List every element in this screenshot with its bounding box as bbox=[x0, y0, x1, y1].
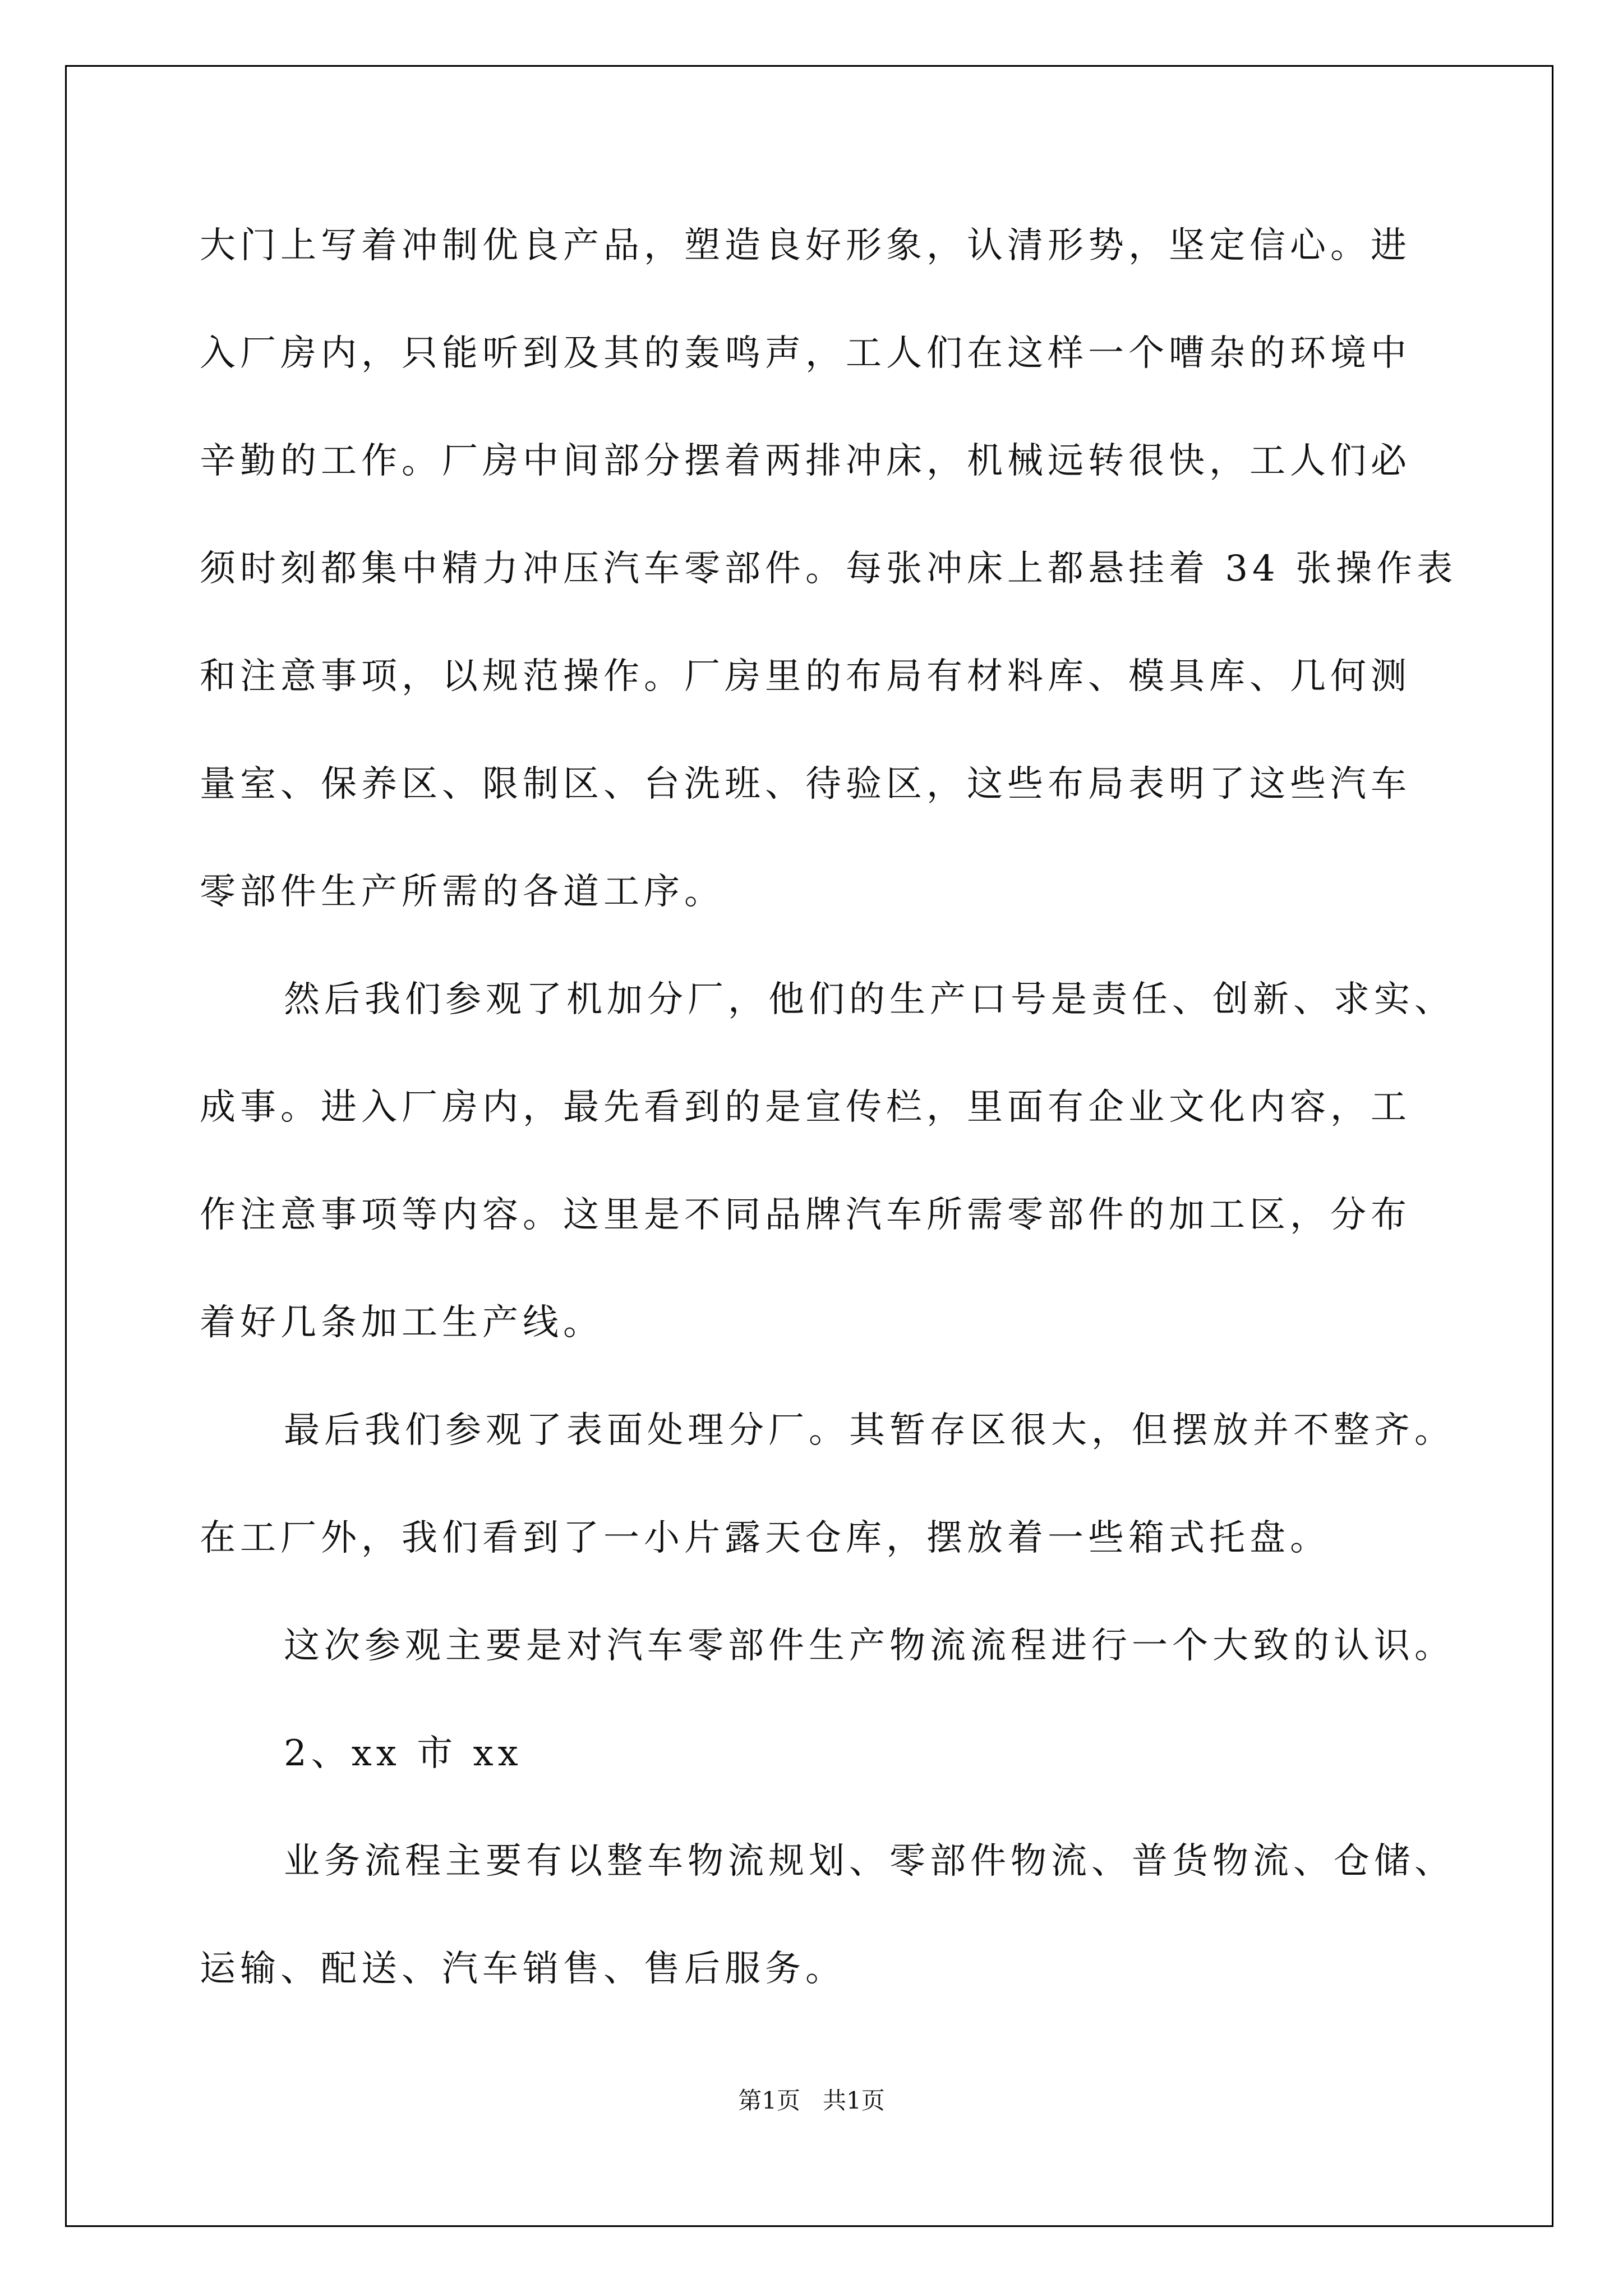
text-line: 然后我们参观了机加分厂，他们的生产口号是责任、创新、求实、 bbox=[284, 979, 1455, 1020]
text-line: 须时刻都集中精力冲压汽车零部件。每张冲床上都悬挂着 34 张操作表 bbox=[200, 548, 1458, 590]
text-line: 业务流程主要有以整车物流规划、零部件物流、普货物流、仓储、 bbox=[284, 1841, 1455, 1882]
text-line: 运输、配送、汽车销售、售后服务。 bbox=[200, 1948, 846, 1990]
text-line: 量室、保养区、限制区、台洗班、待验区，这些布局表明了这些汽车 bbox=[200, 763, 1411, 805]
text-line: 这次参观主要是对汽车零部件生产物流流程进行一个大致的认识。 bbox=[284, 1625, 1455, 1667]
text-line: 入厂房内，只能听到及其的轰鸣声，工人们在这样一个嘈杂的环境中 bbox=[200, 333, 1411, 374]
section-heading: 2、xx 市 xx bbox=[284, 1733, 523, 1774]
text-line: 着好几条加工生产线。 bbox=[200, 1302, 603, 1343]
text-line: 作注意事项等内容。这里是不同品牌汽车所需零部件的加工区，分布 bbox=[200, 1194, 1411, 1236]
text-line: 辛勤的工作。厂房中间部分摆着两排冲床，机械远转很快，工人们必 bbox=[200, 440, 1411, 482]
document-body bbox=[200, 212, 1458, 2043]
text-line: 最后我们参观了表面处理分厂。其暂存区很大，但摆放并不整齐。 bbox=[284, 1410, 1455, 1451]
text-line: 在工厂外，我们看到了一小片露天仓库，摆放着一些箱式托盘。 bbox=[200, 1517, 1330, 1559]
text-line: 成事。进入厂房内，最先看到的是宣传栏，里面有企业文化内容，工 bbox=[200, 1087, 1411, 1128]
text-line: 大门上写着冲制优良产品，塑造良好形象，认清形势，坚定信心。进 bbox=[200, 225, 1411, 266]
page-footer: 第1页 共1页 bbox=[738, 2087, 885, 2114]
text-line: 零部件生产所需的各道工序。 bbox=[200, 871, 725, 913]
text-line: 和注意事项，以规范操作。厂房里的布局有材料库、模具库、几何测 bbox=[200, 656, 1411, 697]
